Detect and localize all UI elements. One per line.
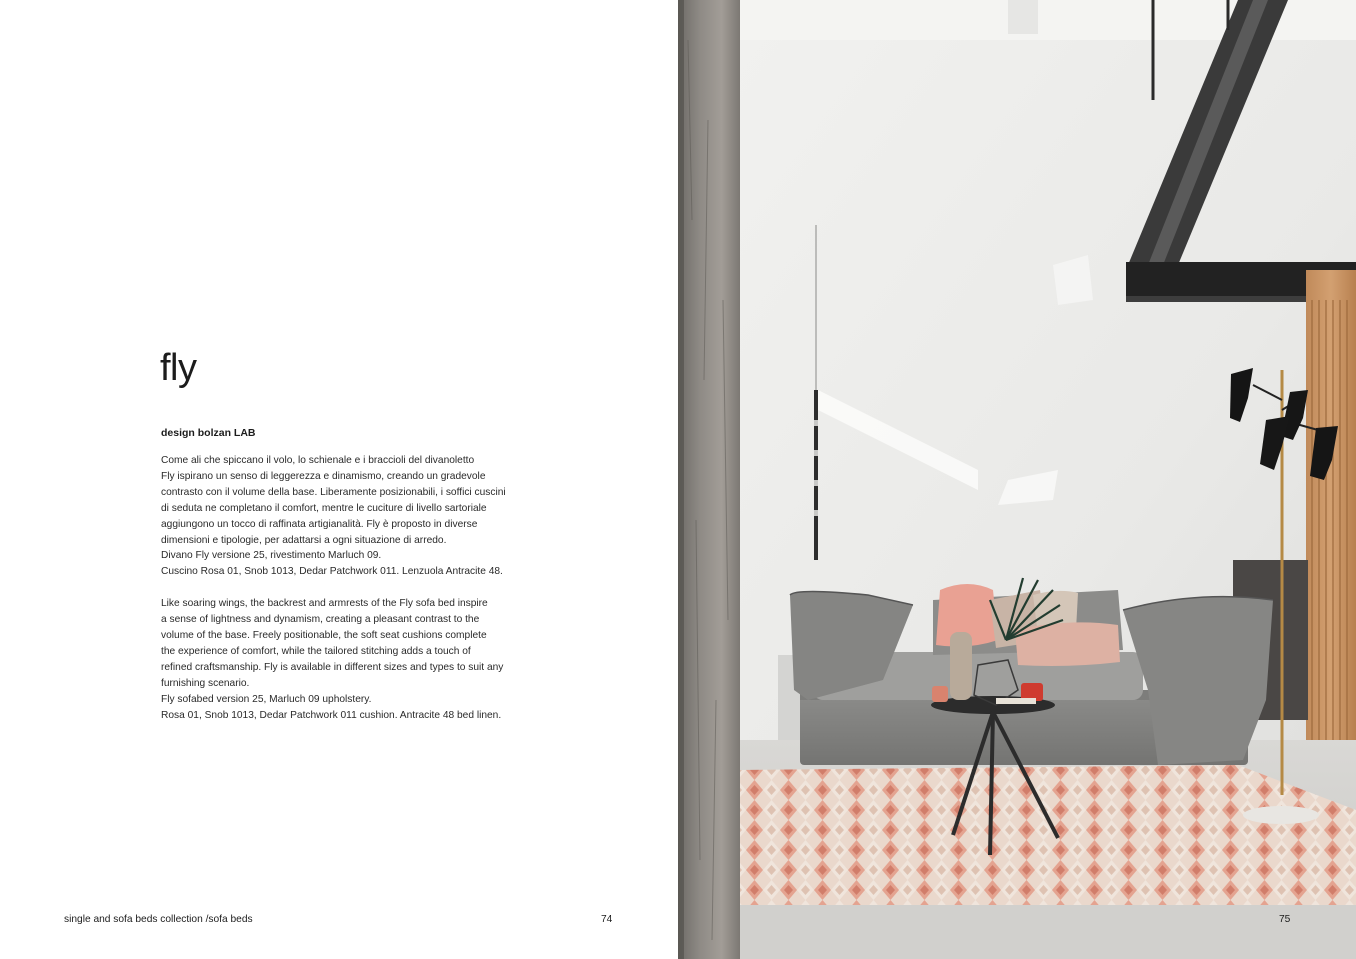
english-line: a sense of lightness and dynamism, creating a pleasant contrast to the [161,614,480,626]
right-page [678,0,1356,959]
italian-line: Come ali che spiccano il volo, lo schienale e i braccioli del divanoletto [161,455,475,466]
english-line: Like soaring wings, the backrest and armrests of the Fly sofa bed inspire [161,598,488,610]
italian-line: contrasto con il volume della base. Liberamente posizionabili, i soffici cuscini [161,486,506,498]
english-line: furnishing scenario. [161,677,250,689]
italian-line: Cuscino Rosa 01, Snob 1013, Dedar Patchwork 011. Lenzuola Antracite 48. [161,566,503,578]
english-line: the experience of comfort, while the tailored stitching adds a touch of [161,645,471,657]
paragraph-spacer [161,580,541,596]
italian-line: aggiungono un tocco di raffinata artigianalità. Fly è proposto in diverse [161,518,478,530]
product-title: fly [160,347,197,389]
italian-line: di seduta ne completano il comfort, mentre le cuciture di livello sartoriale [161,502,487,514]
italian-line: Fly ispirano un senso di leggerezza e dinamismo, creando un gradevole [161,470,486,482]
italian-line: dimensioni e tipologie, per adattarsi a ogni situazione di arredo. [161,534,447,546]
product-description [161,453,541,724]
english-line: Rosa 01, Snob 1013, Dedar Patchwork 011 cushion. Antracite 48 bed linen. [161,709,502,721]
page-number-right: 75 [1279,914,1291,925]
english-line: volume of the base. Freely positionable, the soft seat cushions complete [161,630,487,642]
italian-line: Divano Fly versione 25, rivestimento Marluch 09. [161,550,382,562]
designer-credit: design bolzan LAB [161,427,256,439]
section-footer: single and sofa beds collection /sofa beds [64,914,253,925]
page-number-left: 74 [601,914,613,925]
english-line: refined craftsmanship. Fly is available in different sizes and types to suit any [161,661,504,673]
product-photo [678,0,1356,959]
english-line: Fly sofabed version 25, Marluch 09 upholstery. [161,693,372,705]
